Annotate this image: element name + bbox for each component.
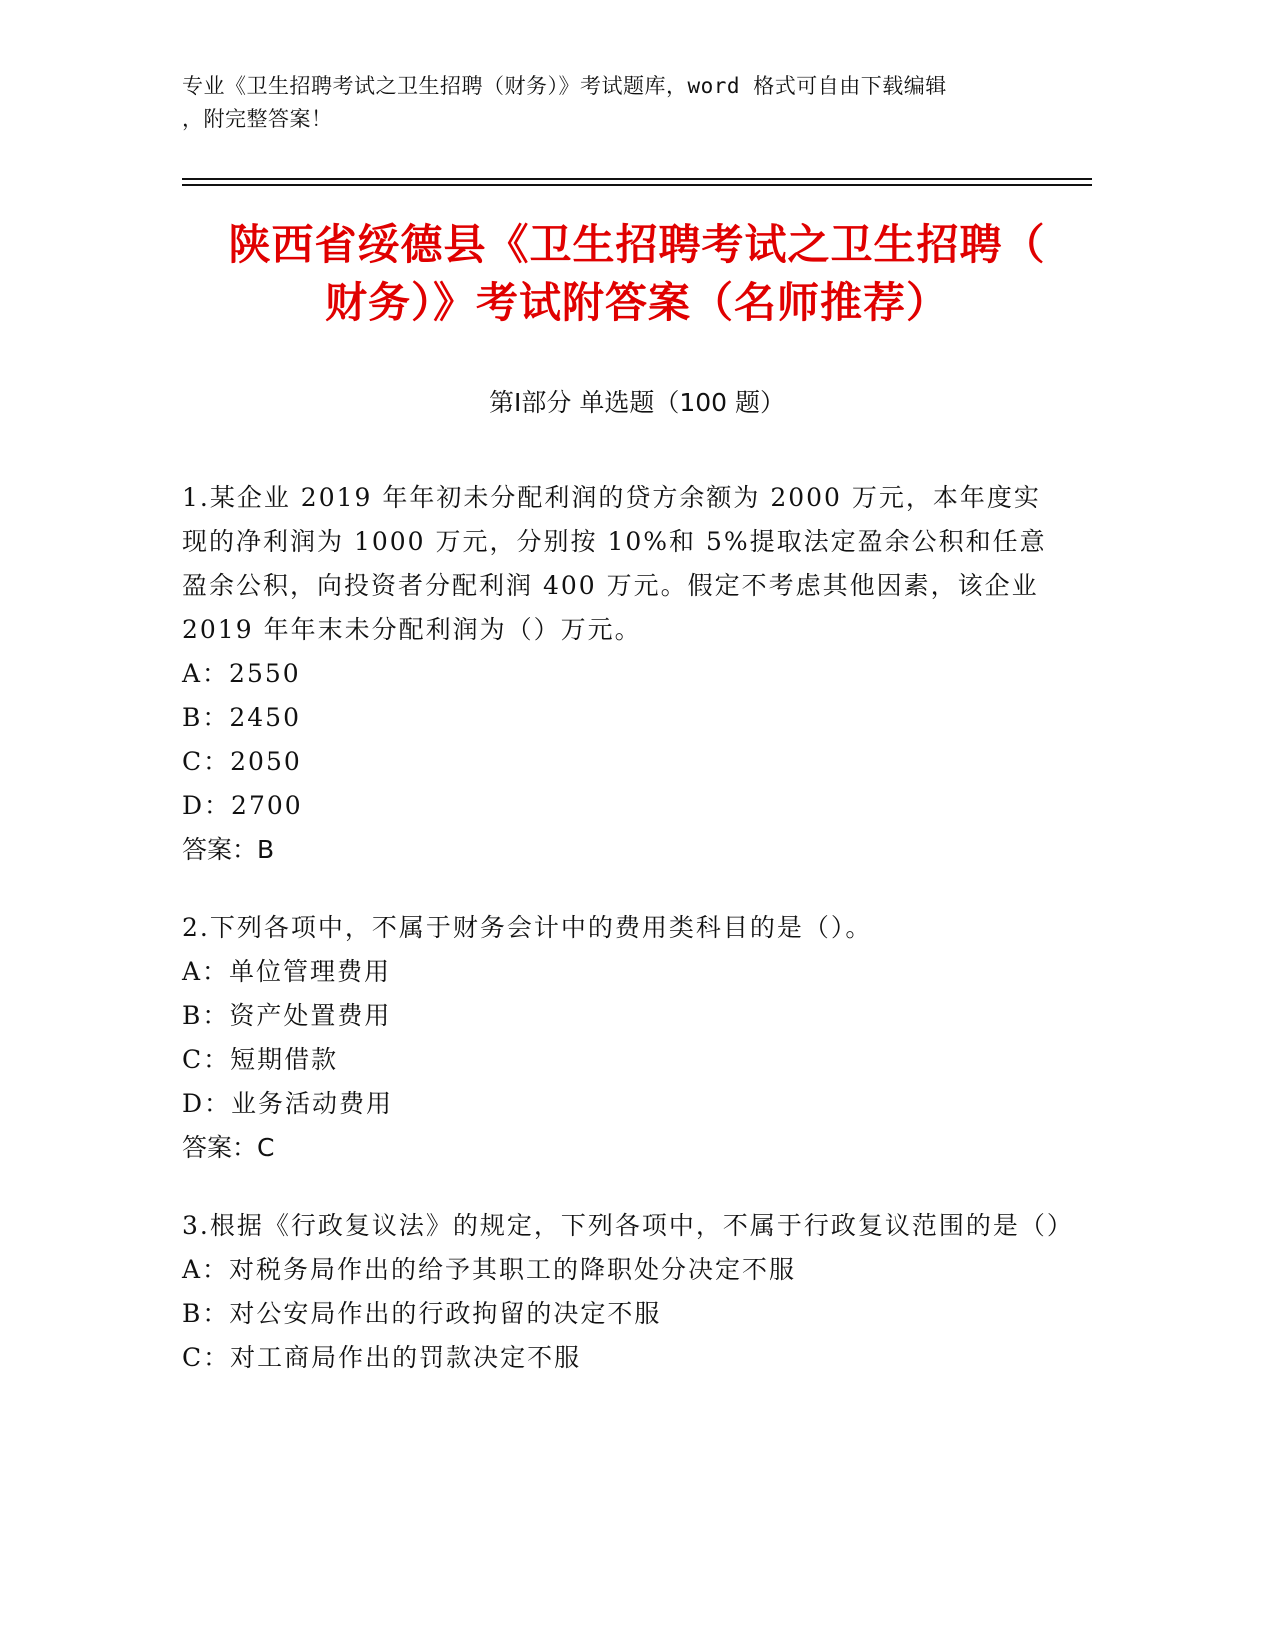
option-b: B：2450: [182, 703, 301, 732]
document-header: [182, 70, 1062, 136]
option-c: C：对工商局作出的罚款决定不服: [182, 1343, 582, 1372]
option-b: B：资产处置费用: [182, 1001, 392, 1030]
header-divider-bottom: [182, 184, 1092, 186]
option-d: D：2700: [182, 791, 303, 820]
header-line-2: ，附完整答案！: [182, 107, 333, 131]
question-2: [182, 906, 1062, 1170]
header-line-1: 专业《卫生招聘考试之卫生招聘（财务）》考试题库，word 格式可自由下载编辑: [182, 74, 947, 98]
question-3: [182, 1204, 1074, 1380]
title-line-2: 财务）》考试附答案（名师推荐）: [324, 278, 949, 327]
option-d: D：业务活动费用: [182, 1089, 394, 1118]
option-c: C：短期借款: [182, 1045, 339, 1074]
question-1: [182, 476, 1062, 872]
option-a: A：单位管理费用: [182, 957, 392, 986]
title-line-1: 陕西省绥德县《卫生招聘考试之卫生招聘（: [228, 220, 1046, 269]
section-heading: 第Ⅰ部分 单选题（100 题）: [489, 388, 785, 417]
answer-line: 答案：B: [182, 835, 275, 864]
answer-line: 答案：C: [182, 1133, 275, 1162]
header-divider-top: [182, 178, 1092, 180]
question-stem: 3.根据《行政复议法》的规定，下列各项中，不属于行政复议范围的是（）: [182, 1211, 1074, 1240]
question-list: [182, 476, 1074, 1414]
document-title: [182, 216, 1092, 332]
option-a: A：2550: [182, 659, 301, 688]
question-stem: 2.下列各项中，不属于财务会计中的费用类科目的是（）。: [182, 913, 873, 942]
option-b: B：对公安局作出的行政拘留的决定不服: [182, 1299, 662, 1328]
option-c: C：2050: [182, 747, 302, 776]
question-stem: 1.某企业 2019 年年初未分配利润的贷方余额为 2000 万元，本年度实现的净利润为 1000 万元，分别按 10%和 5%提取法定盈余公积和任意盈余公积，向投资者分配利润 400 万元。假定不考虑其他因素，该企业 2019 年年末未分配利润为（）万元。: [182, 483, 1047, 644]
option-a: A：对税务局作出的给予其职工的降职处分决定不服: [182, 1255, 797, 1284]
